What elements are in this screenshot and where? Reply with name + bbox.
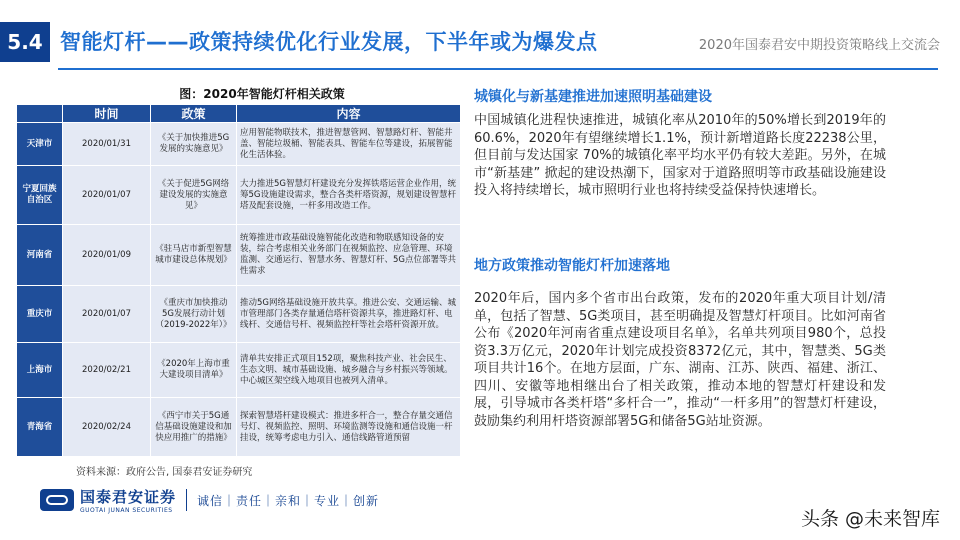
row-content: 应用智能物联技术，推进智慧管网、智慧路灯杆、智能井盖、智能垃圾桶、智能表具、智能车位等建设，拓展智能化生活体验。 xyxy=(237,123,461,166)
row-content: 探索智慧塔杆建设模式：推进多杆合一，整合存量交通信号灯、视频监控、照明、环境监测等设施和通信设施一杆挂设，统筹考虑电力引入、通信线路管道预留 xyxy=(237,398,461,457)
header-corner xyxy=(17,105,63,123)
table-row xyxy=(17,286,461,343)
table-row xyxy=(17,398,461,457)
row-date: 2020/01/31 xyxy=(63,123,151,166)
logo-chinese-name: 国泰君安证券 xyxy=(80,488,177,506)
row-date: 2020/01/09 xyxy=(63,225,151,286)
footer-brand xyxy=(40,486,379,514)
row-policy: 《关于促进5G网络建设发展的实施意见》 xyxy=(151,166,237,225)
row-city: 宁夏回族自治区 xyxy=(17,166,63,225)
company-logo-text xyxy=(80,486,176,514)
row-content: 推动5G网络基础设施开放共享。推进公安、交通运输、城市管理部门各类存量通信塔杆资源共享，推进路灯杆、电线杆、交通信号杆、视频监控杆等社会塔杆资源开放。 xyxy=(237,286,461,343)
paragraph-urbanization: 中国城镇化进程快速推进，城镇化率从2010年的50%增长到2019年的60.6%，2020年有望继续增长1.1%，预计新增道路长度22238公里，但目前与发达国家 70%的城镇化率平均水平仍有较大差距。另外，在城市“新基建” 掀起的建设热潮下，国家对于道路照明等市政基础设施建设投入将持续增长，城市照明行业也将持续受益保持快速增长。 xyxy=(474,113,886,198)
row-date: 2020/01/07 xyxy=(63,166,151,225)
header-date: 时间 xyxy=(63,105,151,123)
row-city: 重庆市 xyxy=(17,286,63,343)
table-row xyxy=(17,166,461,225)
row-policy: 《驻马店市新型智慧城市建设总体规划》 xyxy=(151,225,237,286)
section-heading-local-policy: 地方政策推动智能灯杆加速落地 xyxy=(474,258,670,274)
header-policy: 政策 xyxy=(151,105,237,123)
row-content: 大力推进5G智慧灯杆建设充分发挥铁塔运营企业作用，统筹5G设施建设需求，整合各类杆塔资源，规划建设智慧杆塔及配套设施，一杆多用改造工作。 xyxy=(237,166,461,225)
conference-name: 2020年国泰君安中期投资策略线上交流会 xyxy=(698,38,940,53)
section-heading-urbanization: 城镇化与新基建推进加速照明基础建设 xyxy=(474,89,712,105)
row-policy: 《2020年上海市重大建设项目清单》 xyxy=(151,343,237,398)
source-note: 资料来源：政府公告, 国泰君安证券研究 xyxy=(76,467,253,478)
row-policy: 《西宁市关于5G通信基础设施建设和加快应用推广的措施》 xyxy=(151,398,237,457)
watermark: 头条 @未来智库 xyxy=(800,508,940,530)
header-content: 内容 xyxy=(237,105,461,123)
logo-english-name: GUOTAI JUNAN SECURITIES xyxy=(80,507,173,514)
header-divider xyxy=(58,68,938,70)
row-date: 2020/02/21 xyxy=(63,343,151,398)
table-row xyxy=(17,343,461,398)
company-motto: 诚信｜责任｜亲和｜专业｜创新 xyxy=(197,493,380,508)
row-content: 统筹推进市政基础设施智能化改造和物联感知设备的安装，综合考虑相关业务部门在视频监控、应急管理、环境监测、交通运行、智慧水务、智慧灯杆、5G点位部署等共性需求 xyxy=(237,225,461,286)
row-city: 上海市 xyxy=(17,343,63,398)
row-policy: 《关于加快推进5G发展的实施意见》 xyxy=(151,123,237,166)
paragraph-local-policy: 2020年后，国内多个省市出台政策，发布的2020年重大项目计划/清单，包括了智慧、5G类项目，甚至明确提及智慧灯杆项目。比如河南省公布《2020年河南省重点建设项目名单》，名单共列项目980个，总投资3.3万亿元，2020年计划完成投资8372亿元，其中，智慧类、5G类项目共计16个。在地方层面，广东、湖南、江苏、陕西、福建、浙江、四川、安徽等地相继出台了相关政策，推动本地的智慧灯杆建设和发展，引导城市各类杆塔“多杆合一”，推动“一杆多用”的智慧灯杆建设，鼓励集约利用杆塔资源部署5G和储备5G站址资源。 xyxy=(474,291,886,429)
row-date: 2020/02/24 xyxy=(63,398,151,457)
row-city: 天津市 xyxy=(17,123,63,166)
row-city: 青海省 xyxy=(17,398,63,457)
section-number: 5.4 xyxy=(0,22,50,62)
row-city: 河南省 xyxy=(17,225,63,286)
row-date: 2020/01/07 xyxy=(63,286,151,343)
row-policy: 《重庆市加快推动5G发展行动计划（2019-2022年）》 xyxy=(151,286,237,343)
table-header-row xyxy=(17,105,461,123)
policy-table xyxy=(16,104,461,457)
table-title: 图：2020年智能灯杆相关政策 xyxy=(179,87,345,101)
table-row xyxy=(17,123,461,166)
company-logo-icon xyxy=(40,489,74,511)
row-content: 清单共安排正式项目152项，聚焦科技产业、社会民生、生态文明、城市基础设施、城乡融合与乡村振兴等领域。中心城区架空线入地项目也被列入清单。 xyxy=(237,343,461,398)
footer-divider xyxy=(186,489,187,511)
table-row xyxy=(17,225,461,286)
slide-title: 智能灯杆——政策持续优化行业发展，下半年或为爆发点 xyxy=(60,30,598,54)
header xyxy=(0,0,960,76)
